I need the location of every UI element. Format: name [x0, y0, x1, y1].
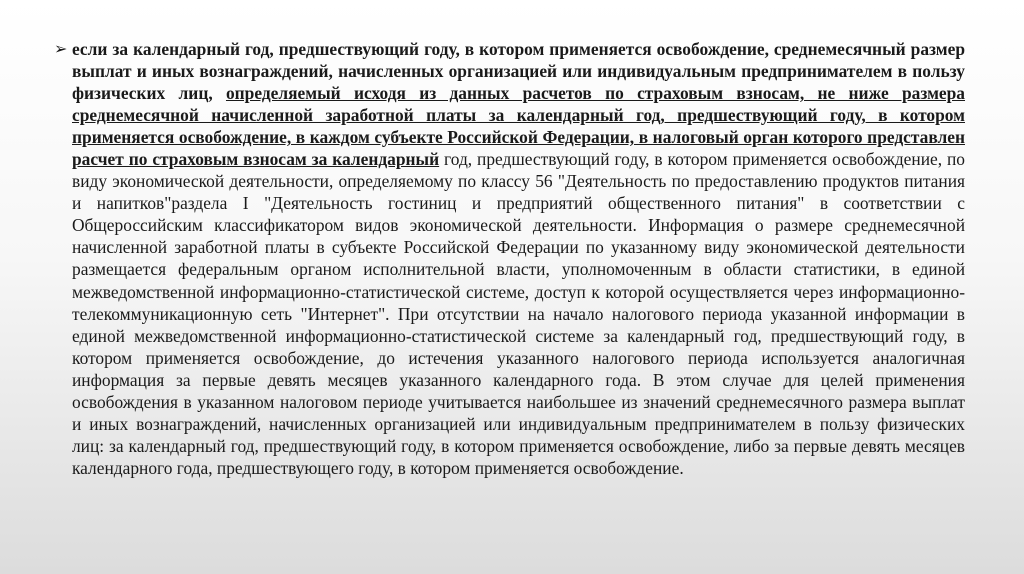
regular-text: год, предшествующий году, в котором применяется освобождение, по виду экономической деятельности, определяемому по классу 56 "Деятельность по предоставлению продуктов питания и напитков"раздела I "Деятельность гостиниц и предприятий общественного питания" в соответствии с Общероссийским классификатором видов экономической деятельности. Информация о размере среднемесячной начисленной заработной платы в субъекте Российской Федерации по указанному виду экономической деятельности размещается федеральным органом исполнительной власти, уполномоченным в области статистики, в единой межведомственной информационно-статистической системе, доступ к которой осуществляется через информационно-телекоммуникационную сеть "Интернет". При отсутствии на начало налогового периода указанной информации в единой межведомственной информационно-статистической системе за календарный год, предшествующий году, в котором применяется освобождение, до истечения указанного налогового периода используется аналогичная информация за первые девять месяцев указанного календарного года. В этом случае для целей применения освобождения в указанном налоговом периоде учитывается наибольшее из значений среднемесячного размера выплат и иных вознаграждений, начисленных организацией или индивидуальным предпринимателем в пользу физических лиц: за календарный год, предшествующий году, в котором применяется освобождение, либо за первые девять месяцев календарного года, предшествующего году, в котором применяется освобождение. [72, 149, 965, 478]
bullet-arrow-icon: ➢ [54, 39, 68, 58]
bold-intro-text: если за календарный год, предшествующий году, в котором применяется освобождение, среднемесячный размер выплат и иных вознаграждений, начисленных организацией или индивидуальным предпринимателем в пользу физических лиц, [72, 39, 965, 104]
body-paragraph [72, 38, 965, 479]
bold-underlined-text: определяемый исходя из данных расчетов по страховым взносам, не ниже размера среднемесячной начисленной заработной платы за календарный год, предшествующий году, в котором применяется освобождение, в каждом субъекте Российской Федерации, в налоговый орган которого представлен расчет по страховым взносам за календарный [72, 83, 966, 170]
